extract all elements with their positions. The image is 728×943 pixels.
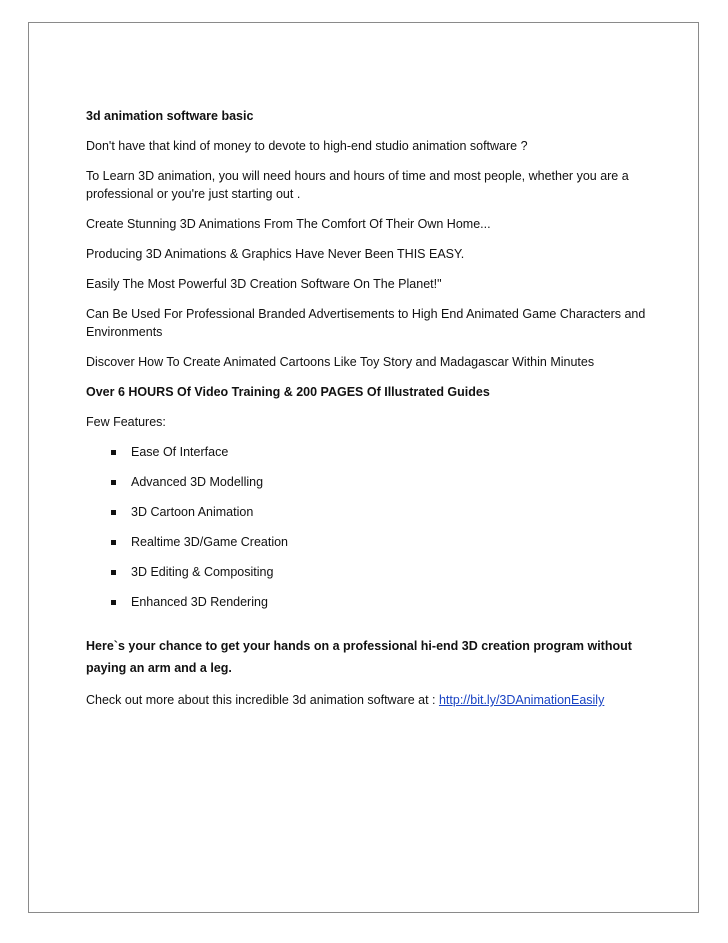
features-list	[86, 443, 656, 611]
highlight-text: Over 6 HOURS Of Video Training & 200 PAGES Of Illustrated Guides	[86, 385, 490, 399]
call-to-action: Here`s your chance to get your hands on a professional hi-end 3D creation program without paying an arm and a leg.	[86, 639, 632, 675]
feature-label: Enhanced 3D Rendering	[131, 595, 268, 609]
square-bullet-icon	[111, 450, 116, 455]
square-bullet-icon	[111, 540, 116, 545]
feature-item	[86, 443, 656, 461]
square-bullet-icon	[111, 480, 116, 485]
feature-label: 3D Cartoon Animation	[131, 505, 254, 519]
paragraph-easily: Easily The Most Powerful 3D Creation Software On The Planet!"	[86, 277, 442, 291]
feature-label: Ease Of Interface	[131, 445, 229, 459]
spacer	[86, 623, 656, 635]
square-bullet-icon	[111, 570, 116, 575]
paragraph-producing: Producing 3D Animations & Graphics Have Never Been THIS EASY.	[86, 247, 465, 261]
feature-label: Realtime 3D/Game Creation	[131, 535, 289, 549]
product-link[interactable]: http://bit.ly/3DAnimationEasily	[438, 693, 605, 707]
paragraph-learn: To Learn 3D animation, you will need hours and hours of time and most people, whether you are a professional or you're just starting out .	[86, 169, 629, 201]
feature-item	[86, 593, 656, 611]
document-body	[86, 107, 656, 721]
paragraph-professional: Can Be Used For Professional Branded Advertisements to High End Animated Game Characters and Environments	[86, 307, 646, 339]
features-label: Few Features:	[86, 415, 166, 429]
footer-line	[86, 691, 656, 709]
square-bullet-icon	[111, 510, 116, 515]
feature-item	[86, 473, 656, 491]
footer-text: Check out more about this incredible 3d animation software at :	[86, 693, 439, 707]
feature-item	[86, 533, 656, 551]
feature-item	[86, 563, 656, 581]
paragraph-create: Create Stunning 3D Animations From The Comfort Of Their Own Home...	[86, 217, 491, 231]
feature-item	[86, 503, 656, 521]
feature-label: 3D Editing & Compositing	[131, 565, 274, 579]
paragraph-money: Don't have that kind of money to devote to high-end studio animation software ?	[86, 139, 528, 153]
feature-label: Advanced 3D Modelling	[131, 475, 264, 489]
document-page	[28, 22, 699, 913]
paragraph-discover: Discover How To Create Animated Cartoons Like Toy Story and Madagascar Within Minutes	[86, 355, 595, 369]
document-heading: 3d animation software basic	[86, 109, 254, 123]
square-bullet-icon	[111, 600, 116, 605]
